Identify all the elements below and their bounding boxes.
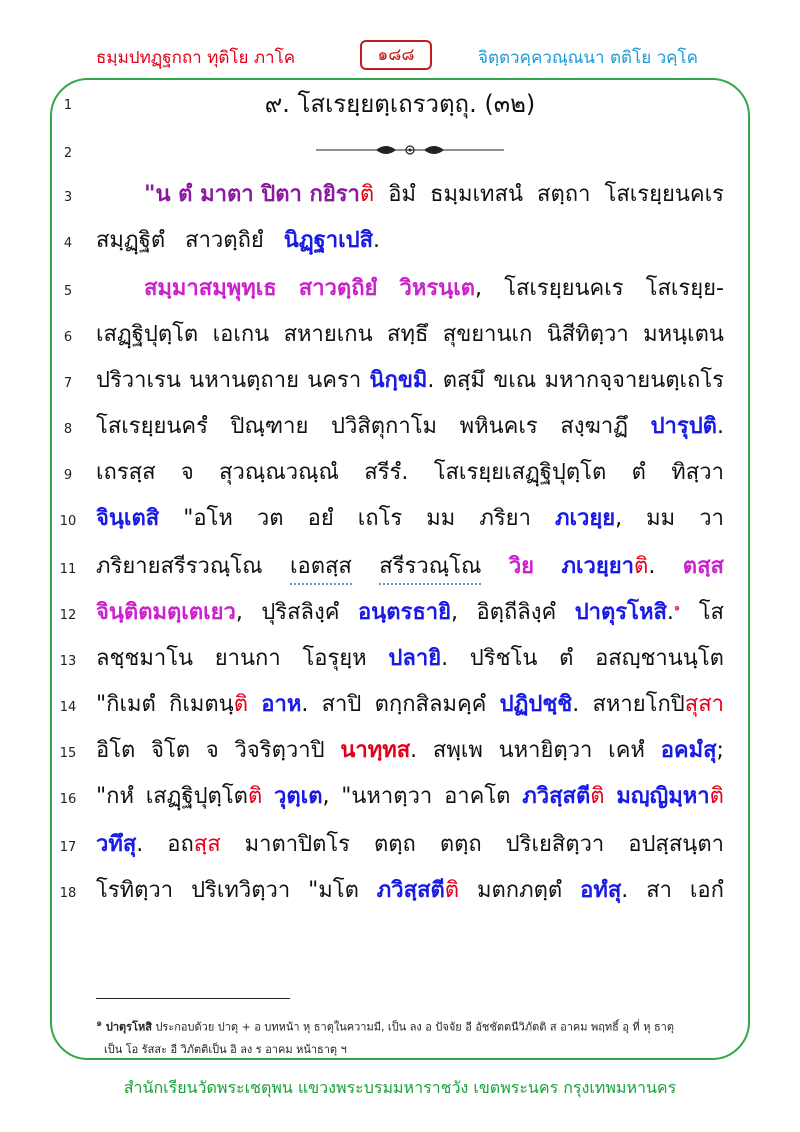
word: ปุริสลิงฺคํ (261, 600, 340, 625)
text-line-17 (96, 826, 724, 861)
text-line-10 (96, 500, 724, 535)
ornament-divider (316, 140, 504, 160)
word: วา (699, 506, 724, 531)
word: สุขยานเก (442, 322, 533, 347)
word: โรทิตฺวา (96, 878, 174, 903)
text-line-16 (96, 778, 724, 813)
footnote-marker[interactable]: ๑ (673, 602, 681, 614)
word: จ (205, 738, 219, 763)
footnote-rule (96, 998, 290, 999)
word: โสเรยฺย- (645, 276, 724, 301)
page-number-box: ๑๘๘ (360, 40, 432, 70)
word: "มโต (308, 878, 359, 903)
word: สทฺธึ (387, 322, 429, 347)
punct: . (373, 228, 380, 253)
word: สรีรํ. (364, 460, 409, 485)
text-line-6 (96, 316, 724, 351)
word: สา (646, 878, 672, 903)
word: ตกฺกสิลมคฺคํ (374, 692, 487, 717)
line-number: 16 (59, 792, 77, 807)
word: โอรุยฺห (302, 646, 367, 671)
word: เถโร (357, 506, 403, 531)
word: นหานตฺถาย (189, 368, 299, 393)
word-dotted: เอตสฺส (290, 548, 352, 585)
verb-highlight: ปฏิปชฺชิ (499, 692, 573, 717)
word: อสญฺชานนฺโต (595, 646, 724, 671)
verb-highlight: อทํสุ (580, 878, 622, 903)
verb-highlight: มญฺญิมฺหา (616, 784, 710, 809)
text-line-5 (96, 270, 724, 305)
line-number: 11 (59, 562, 77, 577)
line-number: 13 (59, 654, 77, 669)
word: โส (698, 600, 724, 625)
word: สหายโกปิ (592, 692, 685, 717)
word: ปิณฺฑาย (230, 414, 309, 439)
punct: , (235, 600, 243, 625)
word: เสฏฺฐิปุตฺโต (145, 784, 248, 809)
punct: ; (716, 738, 724, 763)
line-number: 9 (63, 468, 73, 483)
word: โสเรยฺยเสฏฺฐิปุตฺโต (433, 460, 607, 485)
story-title: ๙. โสเรยฺยตฺเถรวตฺถุ. (๓๒) (264, 90, 536, 118)
text-line-13 (96, 640, 724, 675)
text-line-12 (96, 594, 724, 629)
word: โสเรยฺยนครํ (96, 414, 208, 439)
footnote-line-2 (104, 1040, 744, 1058)
absolute-clause-word: สาวตฺถิยํ (298, 276, 378, 301)
verb-highlight: ปาตุรโหสิ (574, 600, 667, 625)
word: ยานกา (214, 646, 281, 671)
punct: . (441, 646, 449, 671)
verb-highlight: ปารุปติ (650, 414, 717, 439)
pronoun-highlight: จินฺติตมตฺเตเยว (96, 600, 236, 625)
absolute-clause-word: สมฺมาสมฺพุทฺเธ (144, 276, 277, 301)
iti-particle: ติ (444, 878, 460, 903)
word: "กหํ (96, 784, 134, 809)
word: สหายเกน (283, 322, 373, 347)
verb-highlight: ภเวยฺยา (561, 554, 635, 579)
word: โสเรยฺยนคเร (504, 276, 624, 301)
word: ภริยายสรีรวณฺโณ (96, 554, 263, 579)
line-number: 10 (59, 514, 77, 529)
word: อิโต (96, 738, 136, 763)
line-number: 15 (59, 746, 77, 761)
iti-particle: ติ (359, 182, 375, 207)
word: วิจริตฺวาปิ (234, 738, 325, 763)
word: มาตาปิตโร (244, 832, 350, 857)
word: เสฏฺฐิปุตฺโต (96, 322, 199, 347)
red-suffix: สุสา (684, 692, 724, 717)
text-line-14 (96, 686, 724, 721)
word: "กิเมตํ (96, 692, 156, 717)
header-book-title: ธมฺมปทฏฺฐกถา ทุติโย ภาโค (96, 48, 296, 68)
iti-particle: ติ (247, 784, 263, 809)
punct: . (427, 368, 435, 393)
word: เคหํ (608, 738, 645, 763)
word: สงฺฆาฏึ (560, 414, 628, 439)
word: ปริเยสิตฺวา (505, 832, 605, 857)
text-line-4 (96, 222, 724, 257)
word: สาวตฺถิยํ (185, 228, 264, 253)
verb-highlight: อคมํสุ (660, 738, 717, 763)
verb-highlight: นิกฺขมิ (369, 368, 428, 393)
word: ปวิสิตุกาโม (331, 414, 438, 439)
word: มม (426, 506, 456, 531)
punct: . (136, 832, 144, 857)
word: เถรสฺส (96, 460, 156, 485)
word: นหายิตฺวา (498, 738, 593, 763)
word: เอกํ (689, 878, 724, 903)
punct: . (648, 554, 656, 579)
word: สมฺฏฺฐิตํ (96, 228, 166, 253)
punct: , (615, 506, 623, 531)
word: ตตฺถ (439, 832, 482, 857)
word: สพฺเพ (432, 738, 483, 763)
verb-highlight: ภวิสฺสตี (522, 784, 591, 809)
word: ปริเทวิตฺวา (191, 878, 291, 903)
word: ทิสฺวา (671, 460, 724, 485)
word: ปริวาเรน (96, 368, 181, 393)
word: อถ (167, 832, 194, 857)
line-number: 1 (63, 98, 73, 113)
punct: . (621, 878, 629, 903)
word: จ (180, 460, 194, 485)
text-line-3 (96, 176, 724, 211)
verb-highlight: ภวิสฺสตี (376, 878, 445, 903)
footnote-term: ปาตุรโหสิ (105, 1020, 152, 1034)
word: "นหาตฺวา (341, 784, 433, 809)
verb-red: นาทฺทส (340, 738, 411, 763)
line-number: 5 (63, 284, 73, 299)
punct: . (410, 738, 418, 763)
word: ตตฺถ (373, 832, 416, 857)
text-line-7 (96, 362, 724, 397)
header-chapter-title: จิตฺตวคฺควณฺณนา ตติโย วคฺโค (478, 48, 698, 68)
punct: , (322, 784, 330, 809)
text-line-8 (96, 408, 724, 443)
quote-text: "น ตํ มาตา ปิตา กยิรา (144, 182, 360, 207)
punct: , (475, 276, 483, 301)
iti-particle: ติ (709, 784, 724, 809)
verb-highlight: อนฺตรธายิ (357, 600, 451, 625)
text-line-15 (96, 732, 724, 767)
word: อิตฺถีลิงฺคํ (476, 600, 557, 625)
text-line-18 (96, 872, 724, 907)
word: พหินคเร (459, 414, 538, 439)
word: สุวณฺณวณฺณํ (219, 460, 339, 485)
line-number: 12 (59, 608, 77, 623)
punct: . (666, 600, 674, 625)
line-number: 2 (63, 146, 73, 161)
line-number: 3 (63, 190, 73, 205)
word: จิโต (151, 738, 191, 763)
word: วต (256, 506, 284, 531)
footnote-text: ประกอบด้วย ปาตุ + อ บทหน้า หุ ธาตุในความมี, เป็น ลง อ ปัจจัย อี อัชชัตตนีวิภัตติ ส อาคม พฤทธิ์ อุ ที่ หุ ธาตุ (155, 1020, 674, 1034)
footnote-number: ๑ (96, 1018, 103, 1029)
word-dotted: สรีรวณฺโณ (379, 548, 481, 585)
particle-highlight: วิย (508, 554, 535, 579)
line-number: 8 (63, 422, 73, 437)
punct: . (301, 692, 309, 717)
word: ตสฺมึ (442, 368, 485, 393)
punct: , (451, 600, 458, 625)
verb-highlight: ปลายิ (388, 646, 442, 671)
word: โสเรยฺยนคเร (604, 182, 724, 207)
red-suffix: สฺส (193, 832, 221, 857)
footer-institution: สำนักเรียนวัดพระเชตุพน แขวงพระบรมมหาราชวัง เขตพระนคร กรุงเทพมหานคร (123, 1078, 677, 1097)
verb-highlight: อาห (261, 692, 302, 717)
footnote-text: เป็น โอ รัสสะ อี วิภัตติเป็น อิ ลง ร อาคม หน้าธาตุ ฯ (104, 1043, 347, 1056)
word: อยํ (307, 506, 334, 531)
line-number: 4 (63, 236, 73, 251)
text-line-11 (96, 548, 724, 585)
word: สตฺถา (537, 182, 591, 207)
word: อปสฺสนฺตา (628, 832, 724, 857)
word: ภริยา (479, 506, 531, 531)
absolute-clause-word: วิหรนฺเต (399, 276, 476, 301)
footnote-line-1 (96, 1016, 736, 1036)
word: ตํ (559, 646, 574, 671)
verb-highlight: ภเวยฺย (554, 506, 616, 531)
verb-highlight: วุตฺเต (274, 784, 323, 809)
punct: . (572, 692, 580, 717)
word: ลชฺชมาโน (96, 646, 194, 671)
word: กิเมตนฺ (169, 692, 234, 717)
iti-particle: ติ (233, 692, 248, 717)
line-number: 18 (59, 886, 77, 901)
word: อิมํ (388, 182, 416, 207)
iti-particle: ติ (590, 784, 605, 809)
word: ธมฺมเทสนํ (430, 182, 523, 207)
word: ตํ (631, 460, 646, 485)
word: ปริชโน (469, 646, 538, 671)
word: "อโห (183, 506, 233, 531)
verb-highlight: นิฏฺฐาเปสิ (283, 228, 373, 253)
line-number: 6 (63, 330, 73, 345)
verb-highlight: จินฺเตสิ (96, 506, 160, 531)
word: มหากจฺจายนตฺเถโร (544, 368, 724, 393)
word: ขเณ (493, 368, 537, 393)
line-number: 7 (63, 376, 73, 391)
word: มตกภตฺตํ (477, 878, 563, 903)
word: นิสีทิตฺวา (546, 322, 629, 347)
pronoun-highlight: ตสฺส (682, 554, 724, 579)
word: เอเกน (212, 322, 270, 347)
iti-particle: ติ (634, 554, 649, 579)
text-line-9 (96, 454, 724, 489)
verb-highlight: วทึสุ (96, 832, 137, 857)
word: อาคโต (444, 784, 511, 809)
line-number: 14 (59, 700, 77, 715)
word: นครา (307, 368, 362, 393)
line-number: 17 (59, 840, 77, 855)
word: มม (646, 506, 676, 531)
word: มหนฺเตน (643, 322, 724, 347)
punct: . (716, 414, 724, 439)
word: สาปิ (321, 692, 362, 717)
